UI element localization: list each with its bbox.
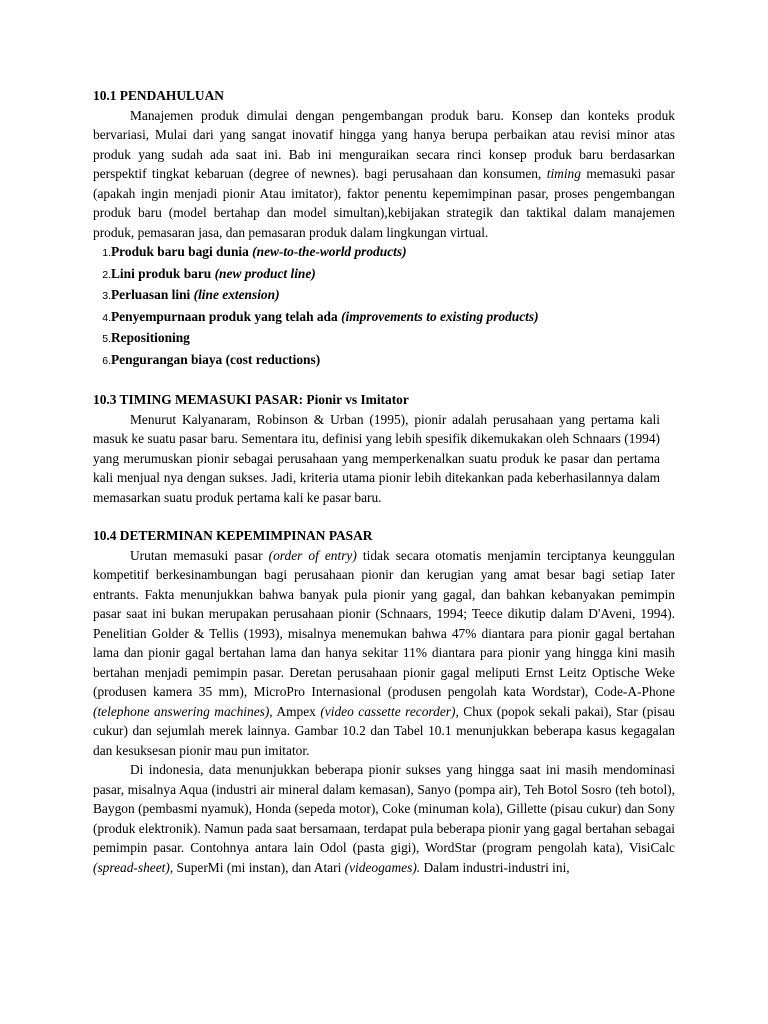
list-item [93, 285, 675, 307]
list-item-label: Repositioning [111, 330, 190, 345]
list-item [93, 264, 675, 286]
text-run: Chux (popok sekali pakai), Star (pisau cukur) dan sejumlah merek lainnya. Gambar 10.2 dan Tabel 10.1 menunjukkan beberapa kasus kegagalan dan kesuksesan pionir mau pun imitator. [93, 703, 675, 758]
italic-text: (videogames). [344, 859, 421, 875]
section-determinan [93, 526, 675, 877]
text-run: Dalam industri-industri ini, [420, 859, 570, 875]
list-item [93, 350, 675, 372]
italic-text: (spread-sheet), [93, 859, 174, 875]
text-run: SuperMi (mi instan), dan Atari [173, 859, 345, 875]
section-pendahuluan [93, 86, 675, 371]
text-run: memasuki pasar (apakah ingin menjadi pionir Atau imitator), faktor penentu kepemimpinan pasar, proses pengembangan produk baru (model bertahap dan model simultan),kebijakan strategik dan taktikal dalam manajemen produk, pemasaran jasa, dan pemasaran produk dalam lingkungan virtual. [93, 166, 675, 240]
list-item-english: (new-to-the-world products) [252, 244, 407, 259]
list-number: 4. [102, 311, 111, 324]
text-run: Ampex [272, 703, 321, 719]
section-timing [93, 390, 660, 507]
list-number: 3. [102, 290, 111, 302]
italic-text: (order of entry) [268, 547, 357, 563]
text-run: Menurut Kalyanaram, Robinson & Urban (1995), pionir adalah perusahaan yang pertama kali masuk ke suatu pasar baru. Sementara itu, definisi yang lebih spesifik dikemukakan oleh Schnaars (1994) yang merumuskan pionir sebagai perusahaan yang memperkenalkan suatu produk ke pasar dan pertama kali menjual nya dengan sukses. Jadi, kriteria utama pionir lebih ditekankan pada keberhasilannya dalam memasarkan suatu produk pertama kali ke pasar baru. [93, 411, 660, 505]
paragraph [93, 410, 660, 508]
section-heading: 10.3 TIMING MEMASUKI PASAR: Pionir vs Imitator [93, 392, 409, 407]
paragraph [93, 106, 675, 243]
list-item [93, 242, 675, 264]
list-item-label: Produk baru bagi dunia [111, 244, 249, 259]
list-number: 6. [102, 354, 111, 367]
text-run: Manajemen produk dimulai dengan pengembangan produk baru. Konsep dan konteks produk bervariasi, Mulai dari yang sangat inovatif hingga yang hanya berupa perbaikan atau revisi minor atas produk yang sudah ada saat ini. Bab ini menguraikan secara rinci konsep produk baru berdasarkan perspektif tingkat kebaruan (degree of newnes). bagi perusahaan dan konsumen, [93, 107, 675, 181]
text-run: Urutan memasuki pasar [130, 547, 269, 563]
list-item [93, 328, 675, 350]
text-run: tidak secara otomatis menjamin terciptanya keunggulan kompetitif berkesinambungan bagi perusahaan pionir dan kerugian yang amat besar bagi setiap Iater entrants. Fakta menunjukkan bahwa banyak pula pionir yang gagal, dan bahkan kebanyakan pemimpin pasar saat ini bukan merupakan perusahaan pionir (Schnaars, 1994; Teece dikutip dalam D'Aveni, 1994). Penelitian Golder & Tellis (1993), misalnya menemukan bahwa 47% diantara para pionir gagal bertahan lama dan pionir gagal bertahan lama dan hanya sekitar 11% diantara para pionir yang hingga kini masih bertahan menjadi pemimpin pasar. Deretan perusahaan pionir gagal meliputi Ernst Leitz Optische Weke (produsen kamera 35 mm), MicroPro Internasional (produsen pengolah kata Wordstar), Code-A-Phone [93, 547, 675, 699]
document-page [93, 86, 675, 877]
list-number: 5. [102, 333, 111, 345]
paragraph [93, 546, 675, 761]
list-item-label: Lini produk baru [111, 265, 212, 281]
list-item-label: Perluasan lini [111, 287, 191, 302]
paragraph [93, 760, 675, 877]
italic-text: timing [546, 166, 581, 181]
list-number: 2. [102, 268, 111, 281]
text-run: Di indonesia, data menunjukkan beberapa pionir sukses yang hingga saat ini masih mendominasi pasar, misalnya Aqua (industri air mineral dalam kemasan), Sanyo (pompa air), Teh Botol Sosro (teh botol), Baygon (pembasmi nyamuk), Honda (sepeda motor), Coke (minuman kola), Gillette (pisau cukur) dan Sony (produk elektronik). Namun pada saat bersamaan, terdapat pula beberapa pionir yang gagal bertahan sebagai pemimpin pasar. Contohnya antara lain Odol (pasta gigi), WordStar (program pengolah kata), VisiCalc [93, 762, 675, 855]
section-heading: 10.4 DETERMINAN KEPEMIMPINAN PASAR [93, 528, 373, 543]
section-heading: 10.1 PENDAHULUAN [93, 88, 224, 103]
list-item-label: Penyempurnaan produk yang telah ada [111, 308, 338, 324]
italic-text: (video cassette recorder), [320, 703, 459, 719]
list-number: 1. [102, 247, 111, 259]
list-item-english: (line extension) [193, 287, 280, 302]
list-item [93, 307, 675, 329]
product-type-list [93, 242, 675, 371]
list-item-english: (improvements to existing products) [341, 308, 539, 324]
list-item-english: (new product line) [214, 265, 316, 281]
italic-text: (telephone answering machines), [93, 703, 273, 719]
list-item-label: Pengurangan biaya (cost reductions) [111, 351, 321, 367]
